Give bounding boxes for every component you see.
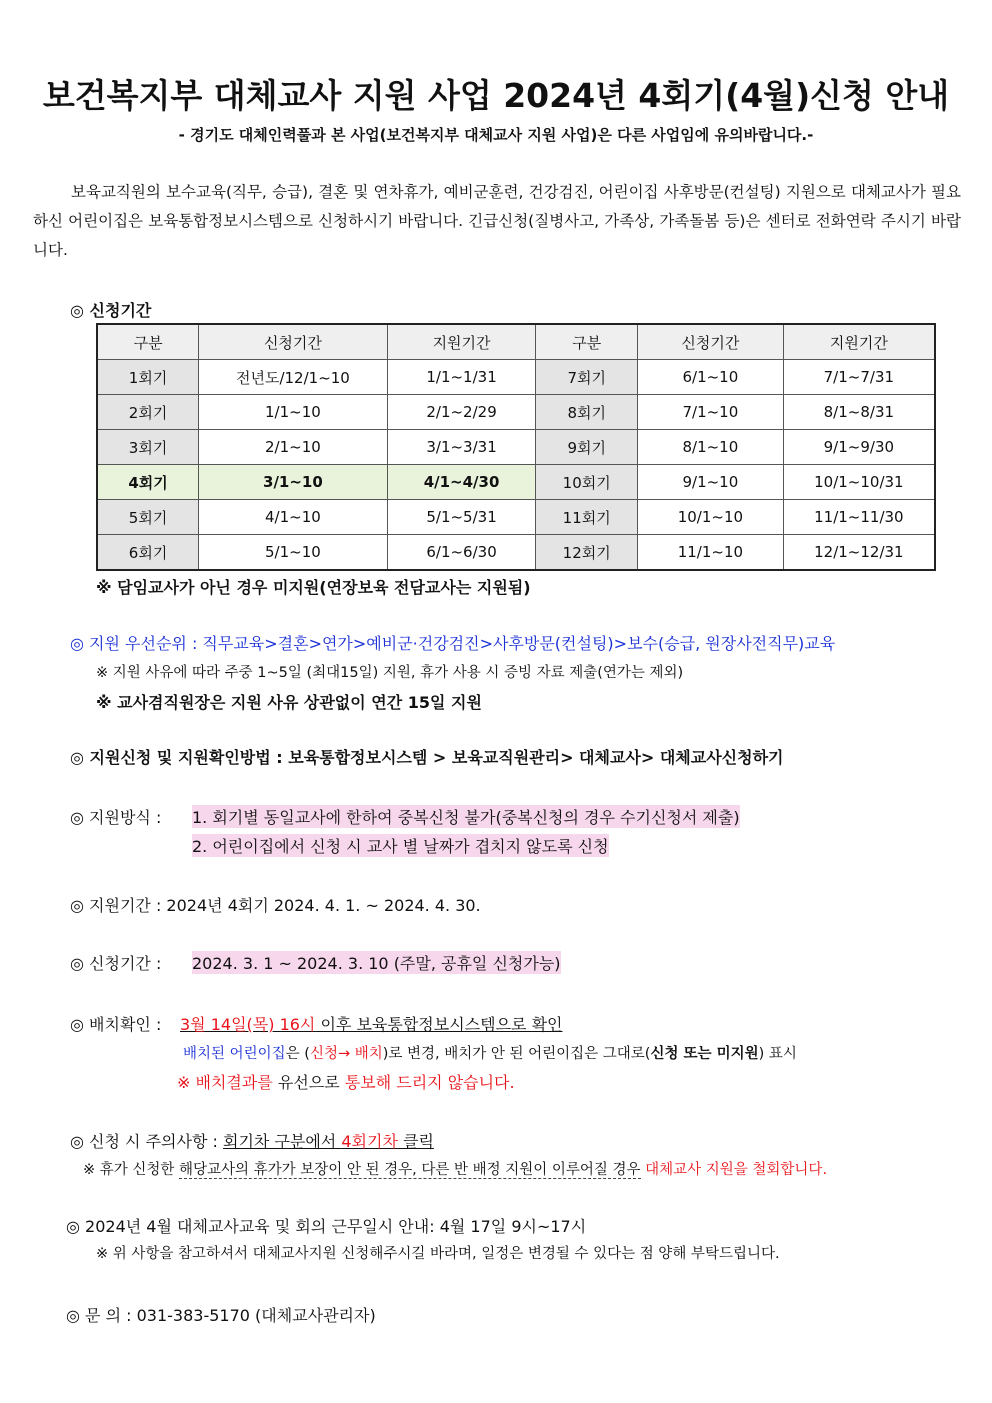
schedule-date-cell: 10/1~10 — [638, 500, 784, 535]
priority-note-1: ※ 지원 사유에 따라 주중 1~5일 (최대15일) 지원, 휴가 사용 시 증빙 자료 제출(연가는 제외) — [96, 665, 684, 681]
priority-text: ◎ 지원 우선순위 : 직무교육>결혼>연가>예비군·건강검진>사후방문(컨설팅)>보수(승급, 원장사전직무)교육 — [70, 634, 836, 653]
schedule-header-cell: 지원기간 — [387, 324, 536, 360]
intro-text: 보육교직원의 보수교육(직무, 승급), 결혼 및 연차휴가, 예비군훈련, 건강검진, 어린이집 사후방문(컨설팅) 지원으로 대체교사가 필요하신 어린이집은 보육통합정보시스템으로 신청하시기 바랍니다. 긴급신청(질병사고, 가족상, 가족돌봄 등)은 센터로 전화연락 주시기 바랍니다. — [33, 183, 961, 259]
caution-a: 회기차 구분에서 — [222, 1132, 342, 1151]
schedule-header-row — [97, 324, 935, 360]
schedule-date-cell: 7/1~7/31 — [783, 360, 935, 395]
schedule-date-cell: 10/1~10/31 — [783, 465, 935, 500]
schedule-row — [97, 395, 935, 430]
schedule-round-cell: 7회기 — [536, 360, 638, 395]
caution-note — [83, 1158, 827, 1179]
caution-line — [70, 1129, 434, 1152]
caution-note-b: 해당교사의 휴가가 보장이 안 된 경우, 다른 반 배정 지원이 이루어질 경우 — [179, 1162, 641, 1178]
support-period: ◎ 지원기간 : 2024년 4회기 2024. 4. 1. ~ 2024. 4. 30. — [70, 896, 481, 915]
schedule-date-cell: 5/1~10 — [199, 535, 388, 571]
support-type-label: ◎ 지원방식 : — [70, 808, 162, 827]
schedule-header-cell: 신청기간 — [638, 324, 784, 360]
placement-status-kept: 신청 또는 미지원 — [650, 1046, 759, 1062]
schedule-header-cell: 구분 — [97, 324, 199, 360]
schedule-round-cell: 3회기 — [97, 430, 199, 465]
placement-warn-c: 통보해 드리지 않습니다. — [344, 1073, 515, 1092]
caution-c: 클릭 — [397, 1132, 434, 1151]
schedule-round-cell: 8회기 — [536, 395, 638, 430]
placement-warn-a: ※ 배치결과를 — [177, 1073, 273, 1092]
caution-b: 4회기차 — [341, 1132, 398, 1151]
schedule-date-cell: 11/1~10 — [638, 535, 784, 571]
page-subtitle: - 경기도 대체인력풀과 본 사업(보건복지부 대체교사 지원 사업)은 다른 사업임에 유의바랍니다.- — [178, 126, 814, 144]
apply-period-value: 2024. 3. 1 ~ 2024. 3. 10 (주말, 공휴일 신청가능) — [192, 951, 561, 974]
schedule-date-cell: 9/1~10 — [638, 465, 784, 500]
placement-line-1 — [180, 1012, 563, 1035]
schedule-date-cell: 2/1~2/29 — [387, 395, 536, 430]
schedule-round-cell: 5회기 — [97, 500, 199, 535]
schedule-row — [97, 500, 935, 535]
placement-label: ◎ 배치확인 : — [70, 1015, 162, 1034]
schedule-row — [97, 465, 935, 500]
schedule-date-cell: 전년도/12/1~10 — [199, 360, 388, 395]
schedule-date-cell: 7/1~10 — [638, 395, 784, 430]
training-note: ※ 위 사항을 참고하셔서 대체교사지원 신청해주시길 바라며, 일정은 변경될 수 있다는 점 양해 부탁드립니다. — [96, 1246, 780, 1262]
schedule-note: ※ 담임교사가 아닌 경우 미지원(연장보육 전담교사는 지원됨) — [96, 578, 531, 597]
schedule-table — [96, 323, 936, 571]
schedule-date-cell: 6/1~6/30 — [387, 535, 536, 571]
schedule-header-cell: 신청기간 — [199, 324, 388, 360]
caution-label: ◎ 신청 시 주의사항 : — [70, 1132, 223, 1151]
placement-warn-b: 유선으로 — [272, 1073, 345, 1092]
support-type-item-2: 2. 어린이집에서 신청 시 교사 별 날짜가 겹치지 않도록 신청 — [192, 834, 609, 857]
schedule-date-cell: 8/1~10 — [638, 430, 784, 465]
schedule-round-cell: 4회기 — [97, 465, 199, 500]
schedule-row — [97, 535, 935, 571]
method-text: ◎ 지원신청 및 지원확인방법 : 보육통합정보시스템 > 보육교직원관리> 대체교사> 대체교사신청하기 — [70, 748, 784, 767]
schedule-date-cell: 1/1~10 — [199, 395, 388, 430]
schedule-round-cell: 1회기 — [97, 360, 199, 395]
schedule-date-cell: 6/1~10 — [638, 360, 784, 395]
schedule-date-cell: 3/1~3/31 — [387, 430, 536, 465]
placement-date: 3월 14일(목) 16시 — [180, 1015, 316, 1034]
schedule-row — [97, 360, 935, 395]
schedule-round-cell: 10회기 — [536, 465, 638, 500]
support-type-item-1: 1. 회기별 동일교사에 한하여 중복신청 불가(중복신청의 경우 수기신청서 제출) — [192, 805, 740, 828]
schedule-date-cell: 11/1~11/30 — [783, 500, 935, 535]
caution-note-a: ※ 휴가 신청한 — [83, 1162, 180, 1178]
schedule-date-cell: 3/1~10 — [199, 465, 388, 500]
schedule-round-cell: 11회기 — [536, 500, 638, 535]
placement-assigned: 배치된 어린이집 — [183, 1046, 286, 1062]
schedule-header-cell: 지원기간 — [783, 324, 935, 360]
contact-text: ◎ 문 의 : 031-383-5170 (대체교사관리자) — [66, 1306, 376, 1325]
caution-note-c: 대체교사 지원을 철회합니다. — [640, 1162, 828, 1178]
schedule-round-cell: 9회기 — [536, 430, 638, 465]
priority-note-2: ※ 교사겸직원장은 지원 사유 상관없이 연간 15일 지원 — [96, 693, 482, 712]
schedule-date-cell: 8/1~8/31 — [783, 395, 935, 430]
schedule-date-cell: 12/1~12/31 — [783, 535, 935, 571]
schedule-round-cell: 6회기 — [97, 535, 199, 571]
caution-instruction — [223, 1132, 434, 1151]
schedule-round-cell: 2회기 — [97, 395, 199, 430]
schedule-date-cell: 4/1~4/30 — [387, 465, 536, 500]
intro-paragraph — [33, 178, 961, 265]
training-text: ◎ 2024년 4월 대체교사교육 및 회의 근무일시 안내: 4월 17일 9시~17시 — [66, 1217, 587, 1236]
apply-period-label: ◎ 신청기간 : — [70, 954, 162, 973]
placement-line-2 — [183, 1042, 797, 1063]
placement-text-b: 은 ( — [285, 1046, 310, 1062]
placement-line-3 — [177, 1070, 515, 1093]
placement-rest: 이후 보육통합정보시스템으로 확인 — [315, 1015, 563, 1034]
placement-status-change: 신청→ 배치 — [309, 1046, 383, 1062]
schedule-date-cell: 9/1~9/30 — [783, 430, 935, 465]
placement-text-d: )로 변경, 배치가 안 된 어린이집은 그대로( — [382, 1046, 651, 1062]
schedule-heading: ◎ 신청기간 — [70, 301, 152, 320]
page-title: 보건복지부 대체교사 지원 사업 2024년 4회기(4월)신청 안내 — [42, 76, 950, 115]
schedule-date-cell: 2/1~10 — [199, 430, 388, 465]
placement-text-f: ) 표시 — [758, 1046, 797, 1062]
schedule-round-cell: 12회기 — [536, 535, 638, 571]
schedule-date-cell: 5/1~5/31 — [387, 500, 536, 535]
schedule-header-cell: 구분 — [536, 324, 638, 360]
schedule-row — [97, 430, 935, 465]
schedule-date-cell: 1/1~1/31 — [387, 360, 536, 395]
schedule-date-cell: 4/1~10 — [199, 500, 388, 535]
